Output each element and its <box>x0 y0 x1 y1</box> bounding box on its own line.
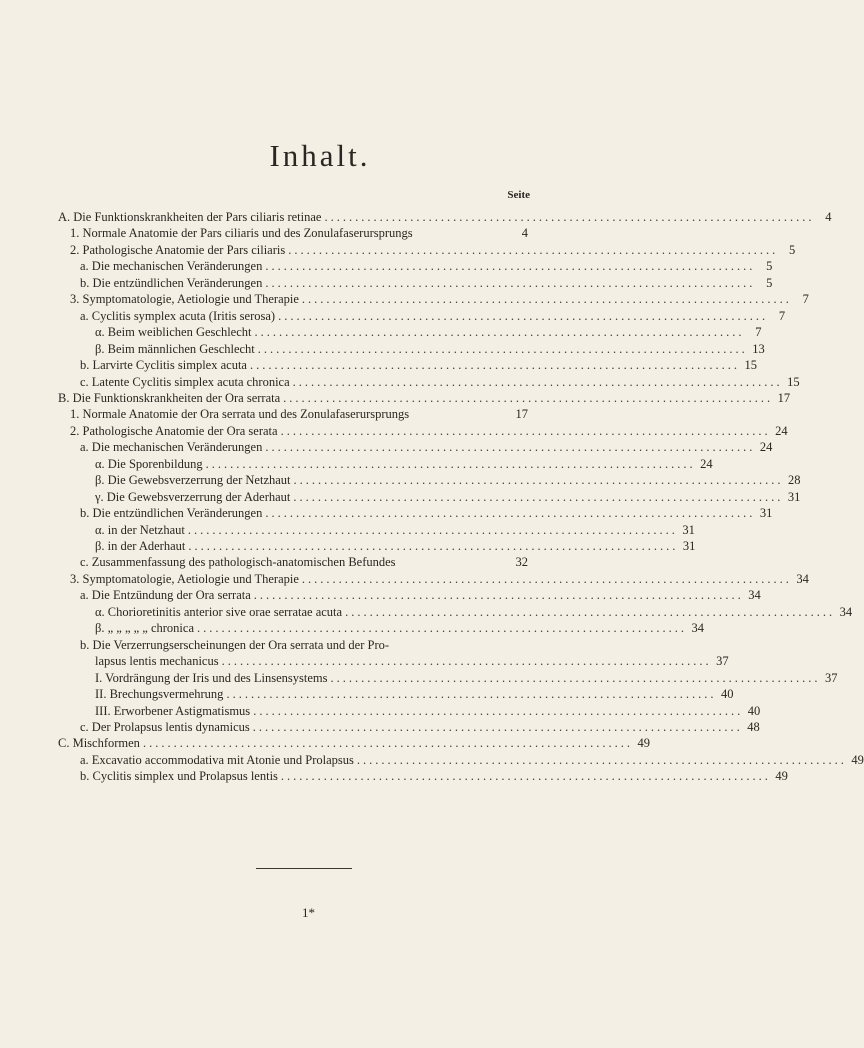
toc-entry <box>80 587 761 603</box>
dot-leader: ................................................................................ <box>253 703 744 718</box>
toc-entry-title: α. in der Netzhaut <box>95 522 185 537</box>
toc-entry-page: 40 <box>720 687 734 702</box>
toc-entry-page: 15 <box>787 374 800 389</box>
toc-entry-title: γ. Die Gewebsverzerrung der Aderhaut <box>95 489 291 504</box>
toc-entry-title: 1. Normale Anatomie der Ora serrata und des Zonulafaserursprungs <box>70 407 410 422</box>
toc-entry-page: 5 <box>766 259 773 274</box>
toc-entry-title: β. „ „ „ „ „ chronica <box>95 621 195 636</box>
toc-entry-title: C. Mischformen <box>58 736 140 751</box>
toc-entry-title: b. Die Verzerrungserscheinungen der Ora serrata und der Pro- <box>80 637 390 652</box>
toc-entry <box>95 456 713 472</box>
footer-rule <box>256 868 352 869</box>
toc-entry-page: 15 <box>744 358 757 373</box>
toc-entry <box>70 571 809 587</box>
toc-entry-title: c. Zusammenfassung des pathologisch-anatomischen Befundes <box>80 555 396 570</box>
toc-entry-page: 5 <box>766 275 773 290</box>
toc-entry-title: a. Die Entzündung der Ora serrata <box>80 588 251 603</box>
toc-entry-page: 37 <box>825 670 838 685</box>
dot-leader: ................................................................................ <box>280 423 771 438</box>
dot-leader: ................................................................................ <box>197 621 688 636</box>
dot-leader: ................................................................................ <box>265 259 756 274</box>
dot-leader: ................................................................................ <box>301 571 792 586</box>
toc-entry <box>95 522 695 538</box>
toc-entry <box>80 554 528 570</box>
toc-entry-page: 49 <box>775 769 788 784</box>
toc-entry <box>95 686 734 702</box>
dot-leader: ................................................................................ <box>345 604 836 619</box>
dot-leader: ................................................................................ <box>205 456 696 471</box>
folio-mark: 1* <box>302 905 315 920</box>
toc-entry-title: III. Erworbener Astigmatismus <box>95 703 251 718</box>
dot-leader: ................................................................................ <box>288 242 779 257</box>
dot-leader: ................................................................................ <box>142 736 633 751</box>
toc-entry-page: 7 <box>778 308 786 323</box>
toc-entry-page: 37 <box>716 654 729 669</box>
toc-entry <box>58 735 650 751</box>
dot-leader: ................................................................................ <box>293 489 784 504</box>
toc-entry <box>95 489 801 505</box>
toc-entry <box>95 670 838 686</box>
toc-entry <box>70 423 788 439</box>
dot-leader: ................................................................................ <box>356 752 847 767</box>
toc-entry-title: β. in der Aderhaut <box>95 539 186 553</box>
toc-entry-title: α. Chorioretinitis anterior sive orae serratae acuta <box>95 604 343 619</box>
toc-entry-page: 34 <box>839 604 853 619</box>
toc-entry-page: 24 <box>775 423 788 438</box>
toc-entry-title: α. Die Sporenbildung <box>95 456 203 471</box>
toc-entry <box>80 258 773 274</box>
toc-entry-title: A. Die Funktionskrankheiten der Pars ciliaris retinae <box>58 210 322 224</box>
toc-entry <box>80 505 773 521</box>
toc-entry <box>95 653 729 669</box>
toc-entry-page: 49 <box>851 752 864 767</box>
toc-entry <box>80 439 773 455</box>
toc-entry <box>70 242 796 258</box>
toc-entry-page: 24 <box>759 440 773 455</box>
toc-entry-page: 7 <box>755 325 762 340</box>
toc-entry-page: 28 <box>788 473 801 488</box>
toc-entry-title: 1. Normale Anatomie der Pars ciliaris und des Zonulafaserursprungs <box>70 226 413 241</box>
toc-entry-page: 31 <box>682 539 696 553</box>
toc-entry-page: 5 <box>788 242 796 257</box>
toc-entry <box>80 768 788 784</box>
toc-entry <box>80 308 786 324</box>
toc-entry-page: 34 <box>691 621 705 636</box>
toc-entry-title: I. Vordrängung der Iris und des Linsensystems <box>95 670 328 685</box>
toc-entry <box>80 374 800 390</box>
toc-entry-title: c. Latente Cyclitis simplex acuta chronica <box>80 374 290 389</box>
dot-leader: ................................................................................ <box>283 390 774 405</box>
dot-leader: ................................................................................ <box>265 506 756 521</box>
toc-entry-page: 31 <box>682 522 695 537</box>
toc-entry <box>80 752 864 768</box>
toc-entry-title: β. Beim männlichen Geschlecht <box>95 341 255 356</box>
toc-entry <box>80 275 773 291</box>
toc-entry-title: c. Der Prolapsus lentis dynamicus <box>80 719 250 734</box>
dot-leader: ................................................................................ <box>221 654 712 669</box>
dot-leader: ................................................................................ <box>293 473 784 488</box>
toc-entry-title: β. Die Gewebsverzerrung der Netzhaut <box>95 473 291 488</box>
toc-entry-title: b. Die entzündlichen Veränderungen <box>80 506 263 521</box>
toc-entry-title: α. Beim weiblichen Geschlecht <box>95 325 252 340</box>
toc-entry-page: 32 <box>515 555 528 570</box>
toc-entry <box>58 209 832 225</box>
dot-leader: ................................................................................ <box>324 210 815 224</box>
dot-leader: ................................................................................ <box>257 341 748 356</box>
toc-entry <box>95 620 705 636</box>
toc-entry-page: 31 <box>759 506 773 521</box>
toc-entry-title: II. Brechungsvermehrung <box>95 687 224 702</box>
dot-leader: ................................................................................ <box>330 670 821 685</box>
toc-entry <box>95 324 762 340</box>
toc-entry-page: 48 <box>747 719 760 734</box>
toc-entry-page: 24 <box>700 456 713 471</box>
toc-entry-page: 34 <box>796 571 809 586</box>
toc-entry-page: 7 <box>802 292 809 307</box>
dot-leader: ................................................................................ <box>265 440 756 455</box>
dot-leader: ................................................................................ <box>278 308 769 323</box>
dot-leader: ................................................................................ <box>292 374 783 389</box>
dot-leader: ................................................................................ <box>253 588 744 603</box>
dot-leader: ................................................................................ <box>265 275 756 290</box>
toc-entry <box>95 604 853 620</box>
toc-entry <box>80 357 757 373</box>
dot-leader: ................................................................................ <box>254 325 745 340</box>
toc-entry <box>80 637 528 653</box>
toc-entry-title: a. Cyclitis symplex acuta (Iritis serosa) <box>80 308 276 323</box>
toc-entry-title: a. Die mechanischen Veränderungen <box>80 259 263 274</box>
seite-column-label: Seite <box>507 189 530 201</box>
dot-leader: ................................................................................ <box>187 522 678 537</box>
toc-entry-page: 49 <box>637 736 650 751</box>
toc-entry-title: 2. Pathologische Anatomie der Pars ciliaris <box>70 242 286 257</box>
dot-leader: ................................................................................ <box>188 539 679 553</box>
toc-entry <box>95 472 801 488</box>
toc-entry-page: 31 <box>787 489 801 504</box>
toc-entry-title: b. Die entzündlichen Veränderungen <box>80 275 263 290</box>
dot-leader: ................................................................................ <box>301 292 792 307</box>
dot-leader: ................................................................................ <box>280 769 771 784</box>
dot-leader: ................................................................................ <box>252 719 743 734</box>
toc-entry <box>58 390 791 406</box>
dot-leader: ................................................................................ <box>226 687 717 702</box>
dot-leader: ................................................................................ <box>249 358 740 373</box>
toc-entry <box>95 341 765 357</box>
toc-entry-page: 4 <box>521 226 528 241</box>
toc-entry-title: a. Excavatio accommodativa mit Atonie und Prolapsus <box>80 752 354 767</box>
toc-entry-title: B. Die Funktionskrankheiten der Ora serrata <box>58 390 281 405</box>
toc-entry-title: b. Cyclitis simplex und Prolapsus lentis <box>80 769 278 784</box>
toc-entry-title: 3. Symptomatologie, Aetiologie und Therapie <box>70 292 299 307</box>
toc-entry <box>70 291 809 307</box>
toc-entry-title: lapsus lentis mechanicus <box>95 654 219 669</box>
toc-entry-page: 34 <box>748 588 761 603</box>
toc-entry-title: a. Die mechanischen Veränderungen <box>80 440 263 455</box>
toc-entry <box>70 225 528 241</box>
toc-entry-page: 13 <box>752 341 765 356</box>
toc-entry <box>70 406 528 422</box>
toc-entry-title: b. Larvirte Cyclitis simplex acuta <box>80 358 247 373</box>
toc-entry-page: 4 <box>825 210 832 224</box>
toc-entry-page: 40 <box>747 703 761 718</box>
toc-entry-title: 3. Symptomatologie, Aetiologie und Therapie <box>70 571 299 586</box>
toc-entry-page: 17 <box>515 407 528 422</box>
toc-entry <box>95 703 761 719</box>
toc-entry-page: 17 <box>777 390 791 405</box>
toc-entry-title: 2. Pathologische Anatomie der Ora serata <box>70 423 278 438</box>
toc-entry <box>80 719 760 735</box>
toc-entry <box>95 538 696 554</box>
page-title: Inhalt. <box>269 138 371 173</box>
